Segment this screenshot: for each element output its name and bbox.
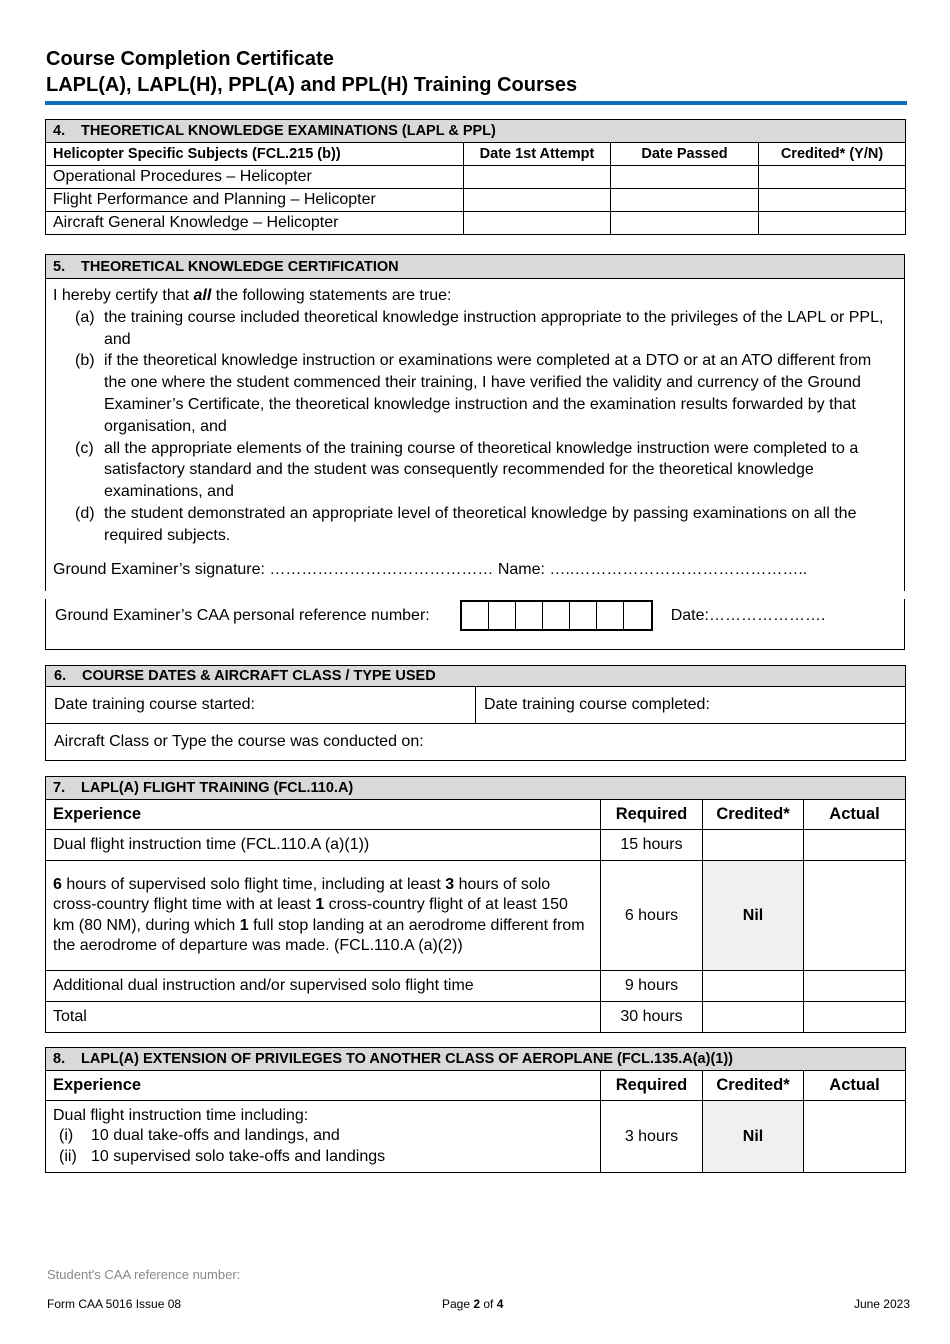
certification-list: [75, 307, 897, 547]
subject-cell: Aircraft General Knowledge – Helicopter: [46, 212, 464, 235]
experience-cell: Dual flight instruction time including: (i) 10 dual take-offs and landings, and (ii) 10 supervised solo take-offs and landings: [46, 1101, 601, 1173]
section-4-column-headers: [46, 143, 906, 166]
actual-field[interactable]: [804, 830, 906, 861]
section-7-table: [45, 776, 906, 1033]
reference-digit-box[interactable]: [489, 602, 516, 629]
list-item: (a) the training course included theoretical knowledge instruction appropriate to the privileges of the LAPL or PPL, and: [75, 308, 884, 348]
reference-number-label: Ground Examiner’s CAA personal reference number:: [55, 606, 430, 624]
date-first-attempt-field[interactable]: [464, 166, 611, 189]
date-first-attempt-field[interactable]: [464, 212, 611, 235]
credited-field[interactable]: [703, 971, 804, 1002]
certification-intro: I hereby certify that all the following statements are true:: [53, 287, 452, 304]
column-header-credited: Credited* (Y/N): [759, 143, 906, 166]
title-divider: [45, 101, 907, 105]
document-title: [46, 46, 577, 98]
reference-digit-box[interactable]: [624, 602, 651, 629]
reference-number-boxes: [460, 600, 653, 631]
required-cell: 6 hours: [601, 861, 703, 971]
actual-field[interactable]: [804, 1101, 906, 1173]
subject-cell: Flight Performance and Planning – Helicopter: [46, 189, 464, 212]
date-course-started-field[interactable]: Date training course started:: [46, 687, 476, 724]
table-row: [46, 971, 906, 1002]
experience-cell: Additional dual instruction and/or supervised solo flight time: [46, 971, 601, 1002]
date-field[interactable]: Date:………………….: [670, 606, 826, 624]
list-item: (i) 10 dual take-offs and landings, and: [59, 1127, 340, 1145]
list-item: (ii) 10 supervised solo take-offs and landings: [59, 1147, 386, 1165]
credited-field[interactable]: [759, 166, 906, 189]
column-header-subject: Helicopter Specific Subjects (FCL.215 (b)): [46, 143, 464, 166]
table-row: [46, 212, 906, 235]
table-row: [46, 1101, 906, 1173]
date-course-completed-field[interactable]: Date training course completed:: [476, 687, 906, 724]
experience-cell: 6 hours of supervised solo flight time, including at least 3 hours of solo cross-country flight time with at least 1 cross-country flight of at least 150 km (80 NM), during which 1 full stop landing at an aerodrome different from the aerodrome of departure was made. (FCL.110.A (a)(2)): [46, 861, 601, 971]
section-7-column-headers: [46, 800, 906, 830]
subject-cell: Operational Procedures – Helicopter: [46, 166, 464, 189]
required-cell: 3 hours: [601, 1101, 703, 1173]
reference-number-row: [55, 600, 825, 631]
experience-cell: Dual flight instruction time (FCL.110.A (a)(1)): [46, 830, 601, 861]
credited-field[interactable]: [703, 1002, 804, 1033]
title-line-1: Course Completion Certificate: [46, 48, 334, 70]
actual-field[interactable]: [804, 861, 906, 971]
required-cell: 9 hours: [601, 971, 703, 1002]
date-passed-field[interactable]: [611, 166, 759, 189]
reference-digit-box[interactable]: [570, 602, 597, 629]
required-cell: 15 hours: [601, 830, 703, 861]
credited-field[interactable]: [759, 212, 906, 235]
table-row: [46, 189, 906, 212]
section-5-heading: 5. THEORETICAL KNOWLEDGE CERTIFICATION: [46, 255, 904, 279]
form-identifier: Form CAA 5016 Issue 08: [47, 1297, 182, 1311]
experience-cell: Total: [46, 1002, 601, 1033]
reference-digit-box[interactable]: [516, 602, 543, 629]
column-header-date-passed: Date Passed: [611, 143, 759, 166]
section-8-column-headers: [46, 1071, 906, 1101]
required-cell: 30 hours: [601, 1002, 703, 1033]
table-row-total: [46, 1002, 906, 1033]
issue-date: June 2023: [853, 1297, 910, 1311]
table-row: [46, 861, 906, 971]
signature-and-name-field[interactable]: Ground Examiner’s signature: …………………………………… Name: …..……………………………………..: [53, 561, 808, 578]
column-header-experience: Experience: [46, 1071, 601, 1101]
sub-item-list: [53, 1126, 593, 1167]
certification-statement: [46, 279, 904, 547]
title-line-2: LAPL(A), LAPL(H), PPL(A) and PPL(H) Training Courses: [46, 74, 578, 96]
reference-digit-box[interactable]: [597, 602, 624, 629]
section-4-heading: 4. THEORETICAL KNOWLEDGE EXAMINATIONS (LAPL & PPL): [46, 120, 906, 143]
page-number: Page 2 of 4: [442, 1297, 504, 1311]
section-6-heading: 6. COURSE DATES & AIRCRAFT CLASS / TYPE USED: [46, 666, 906, 687]
section-7-heading: 7. LAPL(A) FLIGHT TRAINING (FCL.110.A): [46, 777, 906, 800]
table-row: [46, 166, 906, 189]
credited-nil-cell: Nil: [703, 1101, 804, 1173]
credited-nil-cell: Nil: [703, 861, 804, 971]
section-6-table: [45, 665, 906, 761]
date-passed-field[interactable]: [611, 212, 759, 235]
aircraft-class-type-field[interactable]: Aircraft Class or Type the course was conducted on:: [46, 724, 906, 761]
reference-digit-box[interactable]: [462, 602, 489, 629]
list-item: (b) if the theoretical knowledge instruction or examinations were completed at a DTO or at an ATO different from the one where the student commenced their training, I have verified the validity and currency of the Ground Examiner’s Certificate, the theoretical knowledge instruction and the examination results forwarded by that organisation, and: [75, 352, 872, 435]
column-header-required: Required: [601, 1071, 703, 1101]
actual-field[interactable]: [804, 1002, 906, 1033]
section-4-table: [45, 119, 906, 235]
list-item: (c) all the appropriate elements of the training course of theoretical knowledge instruction were completed to a satisfactory standard and the student was consequently recommended for the theoretical knowledge examinations, and: [75, 439, 859, 501]
credited-field[interactable]: [703, 830, 804, 861]
column-header-date-first-attempt: Date 1st Attempt: [464, 143, 611, 166]
credited-field[interactable]: [759, 189, 906, 212]
column-header-experience: Experience: [46, 800, 601, 830]
date-first-attempt-field[interactable]: [464, 189, 611, 212]
section-5-certification: [45, 254, 905, 650]
reference-digit-box[interactable]: [543, 602, 570, 629]
date-passed-field[interactable]: [611, 189, 759, 212]
table-row: [46, 830, 906, 861]
column-header-actual: Actual: [804, 800, 906, 830]
column-header-credited: Credited*: [703, 800, 804, 830]
column-header-credited: Credited*: [703, 1071, 804, 1101]
column-header-actual: Actual: [804, 1071, 906, 1101]
student-reference-number-field[interactable]: Student's CAA reference number:: [47, 1267, 241, 1282]
section-8-table: [45, 1047, 906, 1173]
column-header-required: Required: [601, 800, 703, 830]
list-item: (d) the student demonstrated an appropriate level of theoretical knowledge by passing examinations on all the required subjects.: [75, 504, 857, 544]
section-8-heading: 8. LAPL(A) EXTENSION OF PRIVILEGES TO ANOTHER CLASS OF AEROPLANE (FCL.135.A(a)(1)): [46, 1048, 906, 1071]
actual-field[interactable]: [804, 971, 906, 1002]
